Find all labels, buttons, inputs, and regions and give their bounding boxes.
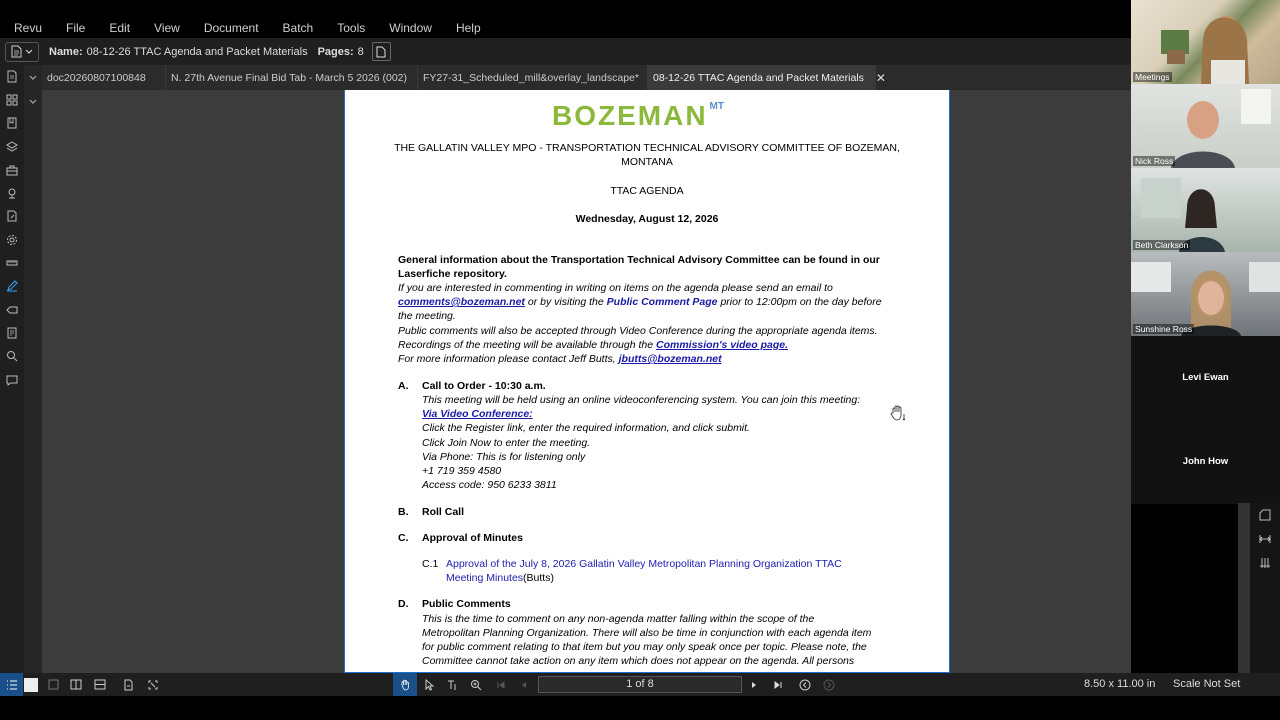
fit-page-icon [1259, 509, 1271, 521]
zoom-icon [470, 679, 482, 691]
properties-icon [6, 210, 18, 222]
participant-tile[interactable] [1131, 252, 1280, 336]
file-access-tool[interactable] [0, 65, 24, 88]
left-panel-collapsed [24, 65, 42, 673]
tab-bid-tab[interactable] [166, 65, 418, 90]
menu-bar [0, 0, 1131, 38]
gear-icon [6, 234, 18, 246]
recordings-line [398, 339, 788, 351]
split-horizontal-button[interactable] [92, 673, 108, 696]
taskbar-area [0, 696, 1280, 720]
interest-text: If you are interested in commenting in writing on items on the agenda please send an email to [398, 282, 833, 294]
participant-tile[interactable] [1131, 420, 1280, 504]
email-line [398, 296, 882, 308]
pen-icon [6, 280, 18, 292]
vertical-scrollbar[interactable] [1238, 503, 1250, 673]
bozeman-logo: BOZEMAN $^{MT}$ [552, 100, 724, 131]
last-page-icon [773, 680, 783, 690]
document-menu-button[interactable] [5, 42, 39, 62]
pan-cursor-icon [889, 404, 907, 422]
agenda-title: TTAC AGENDA [610, 185, 684, 197]
pan-tool-button[interactable] [393, 673, 417, 696]
previous-page-button[interactable] [516, 673, 532, 696]
tab-label: FY27-31_Scheduled_mill&overlay_landscape* [423, 71, 639, 84]
participant-tile[interactable] [1131, 168, 1280, 252]
general-info-line-2: Laserfiche repository. [398, 268, 507, 280]
more-info-text: For more information please contact Jeff Butts, [398, 353, 616, 365]
section-a-line-4: Via Phone: This is for listening only [422, 451, 586, 463]
document-icon [11, 45, 22, 58]
list-icon [6, 680, 18, 690]
page-count: 8 [357, 45, 364, 58]
section-a-letter: A. [398, 380, 409, 392]
menu-window[interactable]: Window [389, 21, 432, 35]
menu-edit[interactable]: Edit [109, 21, 131, 35]
left-toolbar [0, 65, 24, 673]
tab-label: 08-12-26 TTAC Agenda and Packet Materials [653, 71, 864, 84]
menu-batch[interactable]: Batch [282, 21, 314, 35]
menu-tools[interactable]: Tools [337, 21, 366, 35]
section-a-line-2: Click the Register link, enter the required information, and click submit. [422, 422, 750, 434]
back-icon [799, 679, 811, 691]
video-call-panel [1131, 0, 1280, 503]
pdf-page[interactable] [344, 90, 950, 673]
section-d-line-2: Metropolitan Planning Organization. There will also be time in conjunction with each agenda item [422, 627, 872, 639]
section-a-phone: +1 719 359 4580 [422, 465, 502, 477]
first-page-button[interactable] [493, 673, 509, 696]
toolbox-icon [6, 164, 18, 176]
prior-text: prior to 12:00pm on the day before [720, 296, 882, 308]
file-icon [6, 70, 18, 83]
grid-button[interactable] [1250, 551, 1280, 575]
links-tool[interactable] [0, 298, 24, 321]
section-b-title: Roll Call [422, 506, 465, 518]
next-page-icon [749, 680, 759, 690]
item-c1-presenter: (Butts) [523, 572, 554, 584]
last-page-button[interactable] [770, 673, 786, 696]
split-vertical-button[interactable] [68, 673, 84, 696]
split-vertical-icon [70, 679, 82, 690]
compare-button[interactable] [145, 673, 161, 696]
participant-name: Sunshine Ross [1135, 324, 1193, 334]
ruler-icon [6, 257, 18, 269]
single-page-icon [48, 679, 59, 690]
fit-page-button[interactable] [1250, 503, 1280, 527]
general-info-line-1: General information about the Transportation Technical Advisory Committee can be found in our [398, 254, 880, 266]
thumbnails-icon [6, 94, 18, 106]
forward-icon [823, 679, 835, 691]
search-icon [6, 350, 18, 362]
search-tool[interactable] [0, 345, 24, 368]
page-dimensions: 8.50 x 11.00 in [1084, 678, 1156, 690]
header-line-1: THE GALLATIN VALLEY MPO - TRANSPORTATION TECHNICAL ADVISORY COMMITTEE OF BOZEMAN, [394, 142, 900, 154]
thumbnails-tool[interactable] [0, 88, 24, 111]
section-a-line-3: Click Join Now to enter the meeting. [422, 437, 591, 449]
single-page-button[interactable] [45, 673, 61, 696]
section-a-line-1: This meeting will be held using an online videoconferencing system. You can join this meeting: [422, 394, 861, 406]
more-info-line [398, 353, 722, 365]
color-swatch[interactable] [24, 678, 38, 692]
layers-icon [6, 141, 18, 153]
participant-name: Levi Ewan [1182, 372, 1229, 383]
fit-width-button[interactable] [1250, 527, 1280, 551]
first-page-icon [496, 680, 506, 690]
grid-icon [1259, 557, 1271, 569]
sync-icon [123, 679, 134, 691]
tab-label: N. 27th Avenue Final Bid Tab - March 5 2026 (002) [171, 71, 408, 84]
jbutts-email-link[interactable]: jbutts@bozeman.net [618, 353, 722, 365]
zoom-tool-button[interactable] [468, 673, 484, 696]
section-d-letter: D. [398, 598, 409, 610]
tab-ttac-agenda[interactable] [648, 65, 886, 90]
right-toolbar [1250, 503, 1280, 673]
tab-mill-overlay[interactable] [418, 65, 648, 90]
document-viewer[interactable] [42, 90, 1131, 673]
chevron-down-icon[interactable] [29, 75, 37, 81]
item-c1-link[interactable]: Approval of the July 8, 2026 Gallatin Valley Metropolitan Planning Organization TTAC [446, 558, 842, 570]
next-view-button[interactable] [821, 673, 837, 696]
signatures-tool[interactable] [0, 321, 24, 344]
stamp-icon [6, 327, 18, 339]
sync-button[interactable] [120, 673, 136, 696]
section-a-access-code: Access code: 950 6233 3811 [422, 479, 557, 491]
page-properties-button[interactable] [372, 42, 391, 61]
menu-file[interactable]: File [66, 21, 86, 35]
select-tool-button[interactable] [421, 673, 437, 696]
commission-video-link[interactable]: Commission's video page. [656, 339, 789, 351]
participant-tile[interactable] [1131, 336, 1280, 420]
page-icon [376, 46, 386, 58]
split-horizontal-icon [94, 679, 106, 690]
page-number-field[interactable]: 1 of 8 [538, 676, 742, 693]
scale-indicator[interactable]: Scale Not Set [1173, 678, 1241, 690]
chat-icon [6, 374, 18, 386]
fit-width-icon [1259, 533, 1271, 545]
studio-tool[interactable] [0, 368, 24, 391]
text-select-button[interactable] [444, 673, 460, 696]
menu-help[interactable]: Help [455, 21, 481, 35]
participant-tile[interactable] [1131, 0, 1280, 84]
tab-label: doc20260807100848 [47, 71, 146, 84]
previous-view-button[interactable] [797, 673, 813, 696]
the-meeting-text: the meeting. [398, 310, 456, 322]
tag-icon [6, 304, 18, 316]
cursor-icon [424, 679, 434, 691]
pages-label: Pages: [317, 45, 354, 58]
hand-icon [399, 679, 411, 691]
public-comment-page-link[interactable]: Public Comment Page [606, 296, 718, 308]
next-page-button[interactable] [746, 673, 762, 696]
item-c1-link-cont[interactable]: Meeting Minutes [446, 572, 524, 584]
section-d-line-4: Committee cannot take action on any item which does not appear on the agenda. All persons [422, 655, 855, 667]
bookmarks-tool[interactable] [0, 112, 24, 135]
toolchest-tool[interactable] [0, 158, 24, 181]
layers-tool[interactable] [0, 135, 24, 158]
participant-name: Nick Ross [1135, 156, 1174, 166]
places-tool[interactable] [0, 181, 24, 204]
measurements-tool[interactable] [0, 251, 24, 274]
pin-icon [6, 187, 18, 199]
list-view-button[interactable] [0, 673, 23, 696]
section-a-title: Call to Order - 10:30 a.m. [422, 380, 546, 392]
tab-doc20260807100848[interactable] [42, 65, 166, 90]
status-bar [0, 673, 1280, 696]
header-line-2: MONTANA [621, 156, 673, 168]
menu-view[interactable]: View [154, 21, 180, 35]
text-select-icon [446, 679, 458, 691]
bookmark-icon [6, 117, 18, 129]
close-icon[interactable]: ✕ [875, 70, 886, 85]
previous-page-icon [519, 680, 529, 690]
section-d-title: Public Comments [422, 598, 511, 610]
chevron-down-icon[interactable] [29, 99, 37, 105]
item-c1-line-2 [446, 572, 554, 584]
section-b-letter: B. [398, 506, 409, 518]
document-info-bar [0, 38, 1131, 65]
public-comments-video-text: Public comments will also be accepted through Video Conference during the appropriate agenda items. [398, 325, 878, 337]
document-name: 08-12-26 TTAC Agenda and Packet Materials [86, 45, 308, 58]
item-c1-number: C.1 [422, 558, 439, 570]
video-conference-link[interactable]: Via Video Conference: [422, 408, 533, 420]
name-label: Name: [49, 45, 83, 58]
properties-tool[interactable] [0, 205, 24, 228]
participant-name: Beth Clarkson [1135, 240, 1189, 250]
meeting-date: Wednesday, August 12, 2026 [575, 213, 719, 225]
section-c-title: Approval of Minutes [422, 532, 523, 544]
participant-name: Meetings [1135, 72, 1170, 82]
section-c-letter: C. [398, 532, 409, 544]
section-d-line-1: This is the time to comment on any non-agenda matter falling within the scope of the [422, 613, 815, 625]
recordings-text: Recordings of the meeting will be available through the [398, 339, 654, 351]
participant-tile[interactable] [1131, 84, 1280, 168]
comments-email-link[interactable]: comments@bozeman.net [398, 296, 525, 308]
menu-revu[interactable]: Revu [14, 21, 43, 35]
settings-tool[interactable] [0, 228, 24, 251]
or-visiting-text: or by visiting the [527, 296, 604, 308]
document-tab-bar [42, 65, 1131, 90]
menu-document[interactable]: Document [203, 21, 259, 35]
section-d-line-3: for public comment relating to that item but you may only speak once per topic. Please note, the [422, 641, 867, 653]
participant-name: John How [1182, 456, 1229, 467]
markups-tool[interactable] [0, 275, 24, 298]
chevron-down-icon [25, 49, 33, 55]
compare-icon [147, 679, 159, 691]
